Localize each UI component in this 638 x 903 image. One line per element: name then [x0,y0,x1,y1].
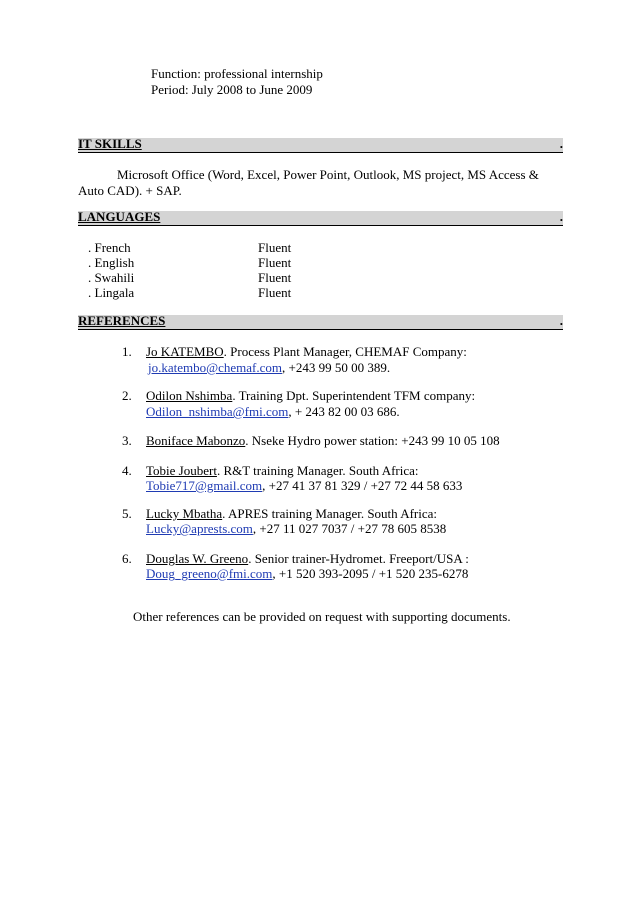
reference-number: 6. [122,551,132,566]
reference-contact [148,360,390,376]
languages-header [78,211,563,226]
reference-number: 1. [122,344,132,359]
reference-name: Odilon Nshimba [146,388,233,403]
internship-period: Period: July 2008 to June 2009 [151,82,313,97]
reference-number: 3. [122,433,132,448]
reference-contact [146,404,400,420]
language-level: Fluent [258,255,292,270]
reference-name: Tobie Joubert [146,463,217,478]
reference-description: . Training Dpt. Superintendent TFM company: [232,388,476,403]
language-level: Fluent [258,285,292,300]
reference-email-link[interactable]: Lucky@aprests.com [146,521,253,536]
it-skills-line-1: Microsoft Office (Word, Excel, Power Point, Outlook, MS project, MS Access & [117,167,539,182]
reference-number: 4. [122,463,132,478]
languages-title: LANGUAGES [78,209,161,224]
reference-phone: , +27 41 37 81 329 / +27 72 44 58 633 [262,478,463,493]
reference-phone: , + 243 82 00 03 686. [288,404,400,419]
reference-email-link[interactable]: Odilon_nshimba@fmi.com [146,404,289,419]
it-skills-title: IT SKILLS [78,136,142,151]
reference-description: . Nseke Hydro power station: +243 99 10 05 108 [245,433,500,448]
reference-number: 2. [122,388,132,403]
reference-name: Douglas W. Greeno [146,551,249,566]
references-footer-note: Other references can be provided on request with supporting documents. [133,609,511,624]
it-skills-line-2: Auto CAD). + SAP. [78,183,182,198]
reference-line [146,344,467,360]
reference-name: Boniface Mabonzo [146,433,246,448]
reference-phone: , +243 99 50 00 389. [281,360,391,375]
reference-email-link[interactable]: Tobie717@gmail.com [146,478,263,493]
references-header [78,315,563,330]
reference-line [146,388,475,404]
languages-end: . [559,209,563,224]
reference-number: 5. [122,506,132,521]
language-name: . Swahili [88,270,135,285]
it-skills-header [78,138,563,153]
reference-email-link[interactable]: Doug_greeno@fmi.com [146,566,273,581]
reference-line [146,463,419,479]
reference-line [146,506,437,522]
reference-email-link[interactable]: jo.katembo@chemaf.com [148,360,282,375]
language-level: Fluent [258,240,292,255]
reference-phone: , +27 11 027 7037 / +27 78 605 8538 [252,521,447,536]
reference-description: . Process Plant Manager, CHEMAF Company: [223,344,467,359]
language-level: Fluent [258,270,292,285]
reference-phone: , +1 520 393-2095 / +1 520 235-6278 [272,566,469,581]
reference-description: . R&T training Manager. South Africa: [216,463,419,478]
reference-name: Jo KATEMBO [146,344,224,359]
reference-name: Lucky Mbatha [146,506,223,521]
it-skills-end: . [559,136,563,151]
reference-line [146,433,500,449]
reference-line [146,551,469,567]
reference-contact [146,521,446,537]
reference-description: . Senior trainer-Hydromet. Freeport/USA : [248,551,469,566]
language-name: . English [88,255,135,270]
language-name: . French [88,240,131,255]
reference-description: . APRES training Manager. South Africa: [222,506,438,521]
language-name: . Lingala [88,285,135,300]
reference-contact [146,478,462,494]
references-title: REFERENCES [78,313,166,328]
internship-function: Function: professional internship [151,66,323,81]
reference-contact [146,566,468,582]
references-end: . [559,313,563,328]
